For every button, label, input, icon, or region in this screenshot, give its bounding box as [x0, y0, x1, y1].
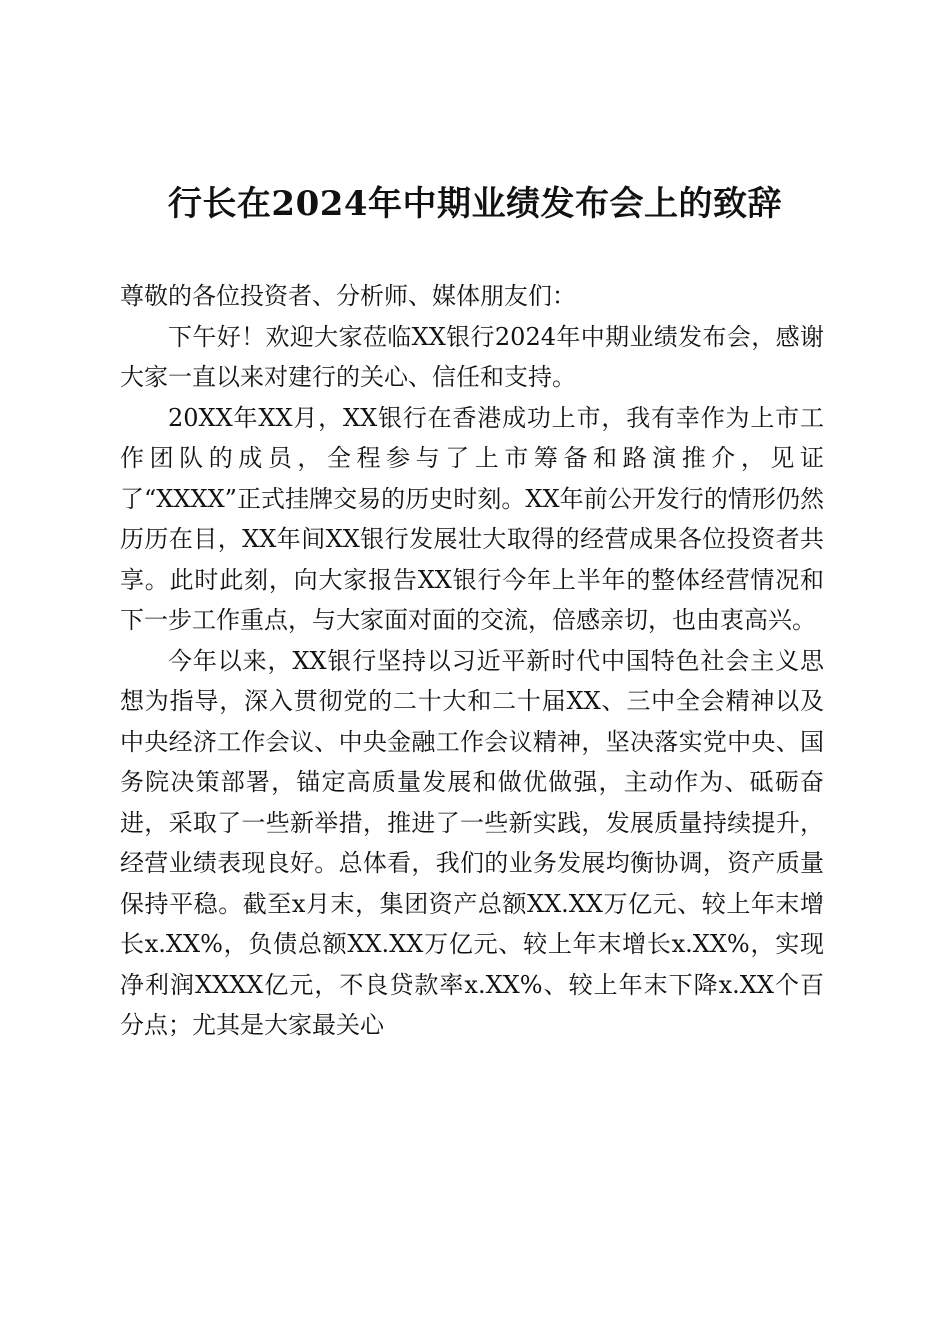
- salutation: 尊敬的各位投资者、分析师、媒体朋友们：: [120, 282, 576, 310]
- paragraph-listing-history: 20XX年XX月，XX银行在香港成功上市，我有幸作为上市工作团队的成员，全程参与了上市筹备和路演推介，见证了“XXXX”正式挂牌交易的历史时刻。XX年前公开发行的情形仍然历历在目，XX年间XX银行发展壮大取得的经营成果各位投资者共享。此时此刻，向大家报告XX银行今年上半年的整体经营情况和下一步工作重点，与大家面对面的交流，倍感亲切，也由衷高兴。: [120, 403, 824, 634]
- paragraph-performance: 今年以来，XX银行坚持以习近平新时代中国特色社会主义思想为指导，深入贯彻党的二十大和二十届XX、三中全会精神以及中央经济工作会议、中央金融工作会议精神，坚决落实党中央、国务院决策部署，锚定高质量发展和做优做强，主动作为、砥砺奋进，采取了一些新举措，推进了一些新实践，发展质量持续提升，经营业绩表现良好。总体看，我们的业务发展均衡协调，资产质量保持平稳。截至x月末，集团资产总额XX.XX万亿元、较上年末增长x.XX%，负债总额XX.XX万亿元、较上年末增长x.XX%，实现净利润XXXX亿元，不良贷款率x.XX%、较上年末下降x.XX个百分点；尤其是大家最关心: [120, 646, 824, 1039]
- document-body: [120, 276, 824, 1046]
- paragraph-greeting: 下午好！欢迎大家莅临XX银行2024年中期业绩发布会，感谢大家一直以来对建行的关心、信任和支持。: [120, 322, 824, 391]
- document-title: 行长在2024年中期业绩发布会上的致辞: [167, 184, 783, 224]
